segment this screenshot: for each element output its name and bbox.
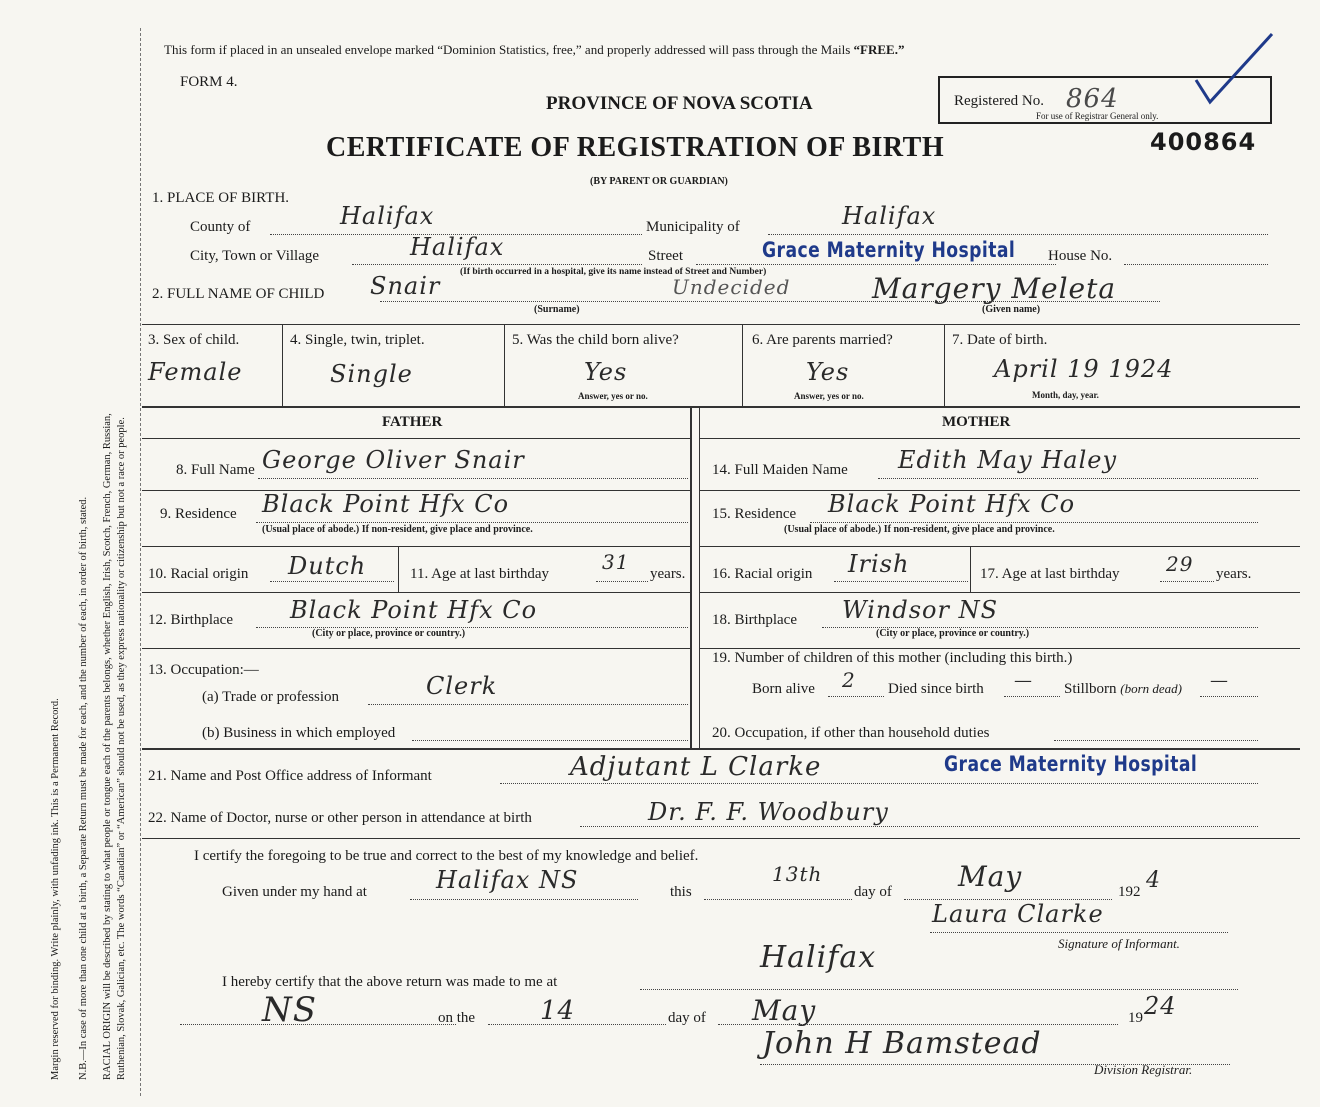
row3-div-2 [504,324,505,406]
sidebar-line-2: N.B.—In case of more than one child at a birth, a Separate Return must be made for each, and the number of each, in order of birth, stated. [78,496,89,1080]
registrar-year-suffix: 24 [1144,992,1177,1020]
informant-address-stamp: Grace Maternity Hospital [944,752,1198,776]
child-middle: Undecided [672,275,791,299]
heading-rule-left [142,438,690,439]
sidebar-line-3: RACIAL ORIGIN will be described by stating to what people or tongue each of the parents belongs, whether English, Irish, Scotch, French, German, Russian, [102,413,113,1080]
father-business-line [412,740,688,741]
registrar-use-note: For use of Registrar General only. [1036,111,1159,121]
child-given: Margery Meleta [872,272,1117,305]
form-number: FORM 4. [180,74,238,90]
mother-age-line [1160,581,1214,582]
father-row9-rule [142,546,690,547]
mother-race-value: Irish [848,550,910,578]
father-age-line [596,581,648,582]
mother-race-div [970,546,971,592]
fm-vertical-right [699,408,700,748]
given-day-value: 13th [772,862,823,886]
given-this: this [670,884,692,900]
father-trade-line [368,704,688,705]
mother-years-label: years. [1216,566,1252,582]
sex-label: 3. Sex of child. [148,332,240,348]
mother-race-line [834,581,968,582]
informant-top-rule [142,748,1300,750]
given-place-line [410,899,638,900]
stillborn-label [1064,681,1182,698]
date-value: April 19 1924 [994,355,1174,383]
mother-residence-value: Black Point Hfx Co [828,490,1076,518]
alive-note: Answer, yes or no. [578,391,648,401]
stamp-number: 400864 [1150,128,1257,156]
heading-rule-right [700,438,1300,439]
informant-signature-label: Signature of Informant. [1058,936,1180,951]
stillborn-line [1200,696,1258,697]
father-name-label: 8. Full Name [176,462,255,478]
date-note: Month, day, year. [1032,390,1099,400]
mother-residence-label: 15. Residence [712,506,797,522]
row3-div-4 [944,324,945,406]
certificate-subtitle: (BY PARENT OR GUARDIAN) [590,176,728,187]
registrar-place-line [640,989,1238,990]
province-heading: PROVINCE OF NOVA SCOTIA [546,93,813,114]
given-place-value: Halifax NS [436,866,579,894]
surname-note: (Surname) [534,304,580,315]
mother-heading: MOTHER [942,414,1011,430]
registrar-day-of: day of [668,1010,706,1026]
city-value: Halifax [410,233,505,261]
fm-vertical-left [690,408,692,748]
municipality-line [768,234,1268,235]
registrar-day-line [488,1024,666,1025]
mother-occupation-line [1054,740,1258,741]
father-race-line [270,581,394,582]
mother-race-label: 16. Racial origin [712,566,813,582]
row3-div-1 [282,324,283,406]
alive-value: Yes [584,358,628,386]
registrar-on-the: on the [438,1010,476,1026]
registrar-signature-label: Division Registrar. [1094,1062,1193,1077]
born-alive-label: Born alive [752,681,815,697]
informant-line [500,783,1258,784]
mother-age-value: 29 [1166,552,1194,576]
row3-bottom-rule [142,406,1300,408]
registrar-year-prefix: 19 [1128,1010,1143,1026]
informant-label: 21. Name and Post Office address of Informant [148,768,432,784]
father-row10-rule [142,592,690,593]
street-stamp: Grace Maternity Hospital [762,238,1016,262]
child-name-label: 2. FULL NAME OF CHILD [152,286,325,302]
alive-label: 5. Was the child born alive? [512,332,679,348]
died-label: Died since birth [888,681,984,697]
sidebar-line-1: Margin reserved for binding. Write plainly, with unfading ink. This is a Permanent Record. [50,698,61,1080]
registered-value: 864 [1066,84,1119,114]
given-label: Given under my hand at [222,884,367,900]
father-row12-rule [142,648,690,649]
given-day-line [704,899,852,900]
father-trade-label: (a) Trade or profession [202,689,340,705]
county-label: County of [190,219,251,235]
municipality-label: Municipality of [646,219,740,235]
mail-note-text: This form if placed in an unsealed envelope marked “Dominion Statistics, free,” and properly addressed will pass through the Mails [164,42,854,57]
father-residence-label: 9. Residence [160,506,237,522]
mother-residence-line [810,522,1258,523]
father-years-label: years. [650,566,686,582]
plurality-value: Single [330,360,413,388]
mother-name-label: 14. Full Maiden Name [712,462,848,478]
mother-name-value: Edith May Haley [898,446,1118,474]
married-value: Yes [806,358,850,386]
mail-note-free: “FREE.” [853,42,905,57]
doctor-value: Dr. F. F. Woodbury [648,798,889,826]
mother-occupation-label: 20. Occupation, if other than household duties [712,725,990,741]
mother-children-label: 19. Number of children of this mother (including this birth.) [712,650,1073,666]
registered-label: Registered No. [954,93,1044,109]
father-residence-line [256,522,688,523]
sex-value: Female [148,358,243,386]
father-birthplace-note: (City or place, province or country.) [312,628,466,639]
given-year-prefix: 192 [1118,884,1141,900]
plurality-label: 4. Single, twin, triplet. [290,332,425,348]
street-line [696,264,1056,265]
married-label: 6. Are parents married? [752,332,893,348]
mother-row15-rule [700,546,1300,547]
died-value: — [1014,670,1033,691]
registrar-text: I hereby certify that the above return was made to me at [222,974,558,990]
stillborn-value: — [1210,670,1229,691]
row3-div-3 [742,324,743,406]
doctor-label: 22. Name of Doctor, nurse or other person in attendance at birth [148,810,532,826]
stillborn-note: (born dead) [1120,681,1183,696]
mother-birthplace-note: (City or place, province or country.) [876,628,1030,639]
doctor-line [580,826,1258,827]
certify-top-rule [142,838,1300,839]
check-mark-icon [1190,30,1280,110]
father-name-line [258,478,688,479]
registrar-day-value: 14 [540,996,576,1026]
father-business-label: (b) Business in which employed [202,725,396,741]
date-label: 7. Date of birth. [952,332,1048,348]
informant-signature-line [930,932,1228,933]
father-trade-value: Clerk [426,672,498,700]
father-birthplace-value: Black Point Hfx Co [290,596,538,624]
house-line [1124,264,1268,265]
married-note: Answer, yes or no. [794,391,864,401]
county-value: Halifax [340,202,435,230]
registrar-initials-line [180,1024,456,1025]
registrar-place-value: Halifax [760,940,877,975]
mother-age-label: 17. Age at last birthday [980,566,1120,582]
place-of-birth-label: 1. PLACE OF BIRTH. [152,190,290,206]
certify-text: I certify the foregoing to be true and correct to the best of my knowledge and belief. [194,848,699,864]
given-month-value: May [958,860,1023,893]
city-label: City, Town or Village [190,248,320,264]
registrar-month-value: May [752,994,817,1027]
father-birthplace-label: 12. Birthplace [148,612,233,628]
father-age-label: 11. Age at last birthday [410,566,549,582]
born-alive-line [828,696,884,697]
mother-birthplace-label: 18. Birthplace [712,612,797,628]
municipality-value: Halifax [842,202,937,230]
father-race-div [398,546,399,592]
mother-row18-rule [700,648,1300,649]
father-residence-note: (Usual place of abode.) If non-resident, give place and province. [262,524,533,535]
given-day-of: day of [854,884,892,900]
certificate-title: CERTIFICATE OF REGISTRATION OF BIRTH [326,132,945,163]
informant-name: Adjutant L Clarke [570,752,822,782]
street-label: Street [648,248,683,264]
stillborn-text: Stillborn [1064,681,1117,697]
registrar-initials: NS [262,990,318,1030]
father-occupation-label: 13. Occupation:— [148,662,259,678]
father-heading: FATHER [382,414,443,430]
child-surname: Snair [370,272,441,300]
city-line [352,264,642,265]
given-year-digit: 4 [1146,868,1161,893]
row3-top-rule [142,324,1300,325]
mother-row16-rule [700,592,1300,593]
mother-residence-note: (Usual place of abode.) If non-resident, give place and province. [784,524,1055,535]
father-age-value: 31 [602,550,630,574]
born-alive-value: 2 [842,668,856,692]
given-note: (Given name) [982,304,1041,315]
house-label: House No. [1048,248,1113,264]
father-race-label: 10. Racial origin [148,566,249,582]
father-residence-value: Black Point Hfx Co [262,490,510,518]
informant-signature: Laura Clarke [932,900,1104,928]
father-name-value: George Oliver Snair [262,446,525,474]
father-race-value: Dutch [288,552,367,580]
sidebar-line-4: Ruthenian, Slovak, Galician, etc. The words “Canadian” or “American” should not be used, as they express nationality or citizenship but not a race or people. [116,417,127,1080]
hospital-note: (If birth occurred in a hospital, give its name instead of Street and Number) [460,267,767,277]
died-line [1004,696,1060,697]
mail-note [164,42,904,58]
registrar-signature: John H Bamstead [762,1026,1042,1061]
mother-name-line [878,478,1258,479]
mother-birthplace-value: Windsor NS [842,596,999,624]
